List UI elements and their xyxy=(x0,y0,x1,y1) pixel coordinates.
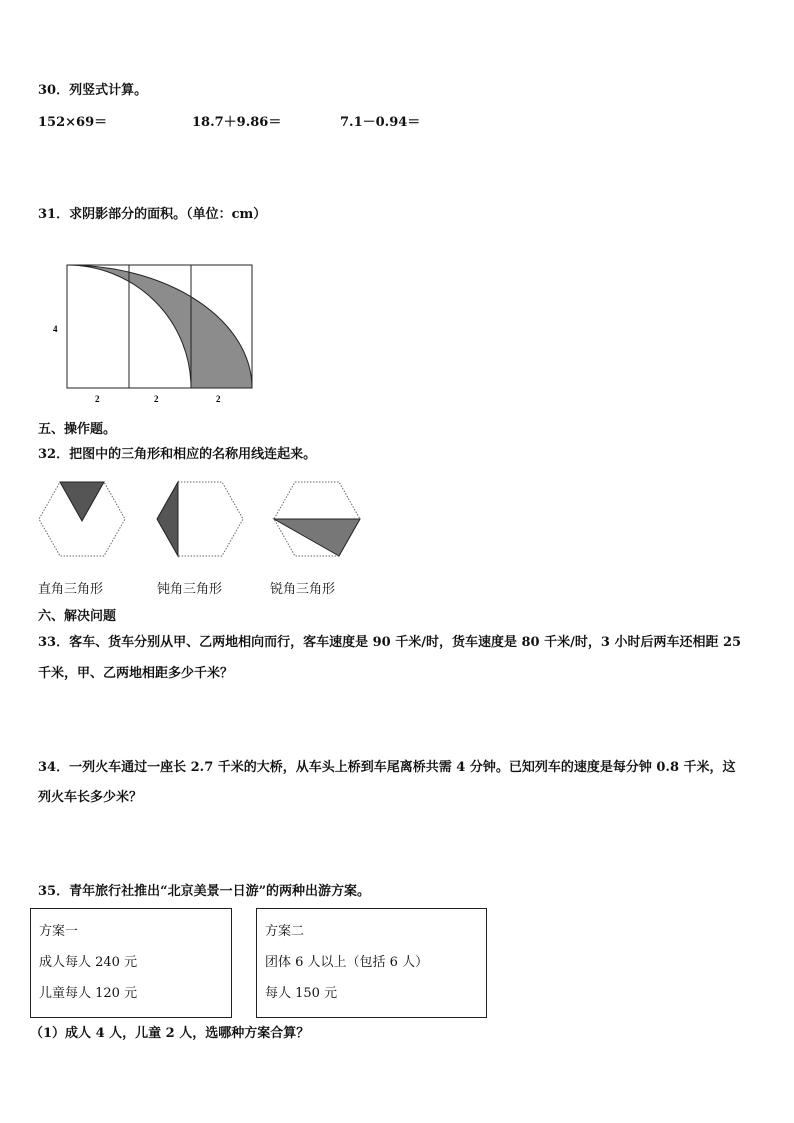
q30-title: 30．列竖式计算。 xyxy=(38,83,148,98)
section-6-heading: 六、解决问题 xyxy=(38,609,117,624)
shaded-region xyxy=(67,265,252,388)
q31-title: 31．求阴影部分的面积。（单位：cm） xyxy=(38,207,267,222)
triangle-name-acute: 锐角三角形 xyxy=(270,582,336,597)
label-width-1: 2 xyxy=(95,394,100,404)
shaded-triangle xyxy=(274,519,360,556)
plan-1-name: 方案一 xyxy=(39,924,79,939)
shaded-triangle xyxy=(157,482,178,556)
triangle-name-obtuse: 钝角三角形 xyxy=(157,582,223,597)
q33-line-2: 千米，甲、乙两地相距多少千米？ xyxy=(38,666,234,681)
q30-expr-3: 7.1－0.94＝ xyxy=(340,115,421,130)
q32-title: 32．把图中的三角形和相应的名称用线连起来。 xyxy=(38,447,317,462)
q34-line-1: 34．一列火车通过一座长 2.7 千米的大桥，从车头上桥到车尾离桥共需 4 分钟。已知列车的速度是每分钟 0.8 千米，这 xyxy=(38,760,736,775)
plan-1-box xyxy=(30,908,232,1018)
q31-shaded-area-figure xyxy=(40,258,270,408)
label-width-2: 2 xyxy=(154,394,159,404)
q30-expr-2: 18.7＋9.86＝ xyxy=(192,115,282,130)
q35-sub-question-1: （1）成人 4 人，儿童 2 人，选哪种方案合算？ xyxy=(30,1026,310,1041)
hexagon-figure-3 xyxy=(273,480,363,558)
shaded-triangle xyxy=(60,482,104,521)
q30-expr-1: 152×69＝ xyxy=(38,115,108,130)
plan-2-line-1: 团体 6 人以上（包括 6 人） xyxy=(265,955,429,970)
label-width-3: 2 xyxy=(216,394,221,404)
triangle-name-right: 直角三角形 xyxy=(38,582,104,597)
plan-2-box xyxy=(256,908,487,1018)
hexagon-figure-1 xyxy=(38,480,128,558)
section-5-heading: 五、操作题。 xyxy=(38,422,117,437)
plan-1-line-2: 儿童每人 120 元 xyxy=(39,986,138,1001)
label-height: 4 xyxy=(53,324,58,334)
hexagon-figure-2 xyxy=(156,480,246,558)
plan-1-line-1: 成人每人 240 元 xyxy=(39,955,138,970)
q35-title: 35．青年旅行社推出“北京美景一日游”的两种出游方案。 xyxy=(38,884,371,899)
q34-line-2: 列火车长多少米？ xyxy=(38,790,143,805)
plan-2-name: 方案二 xyxy=(265,924,305,939)
plan-2-line-2: 每人 150 元 xyxy=(265,986,338,1001)
q33-line-1: 33．客车、货车分别从甲、乙两地相向而行，客车速度是 90 千米/时，货车速度是 80 千米/时，3 小时后两车还相距 25 xyxy=(38,635,742,650)
